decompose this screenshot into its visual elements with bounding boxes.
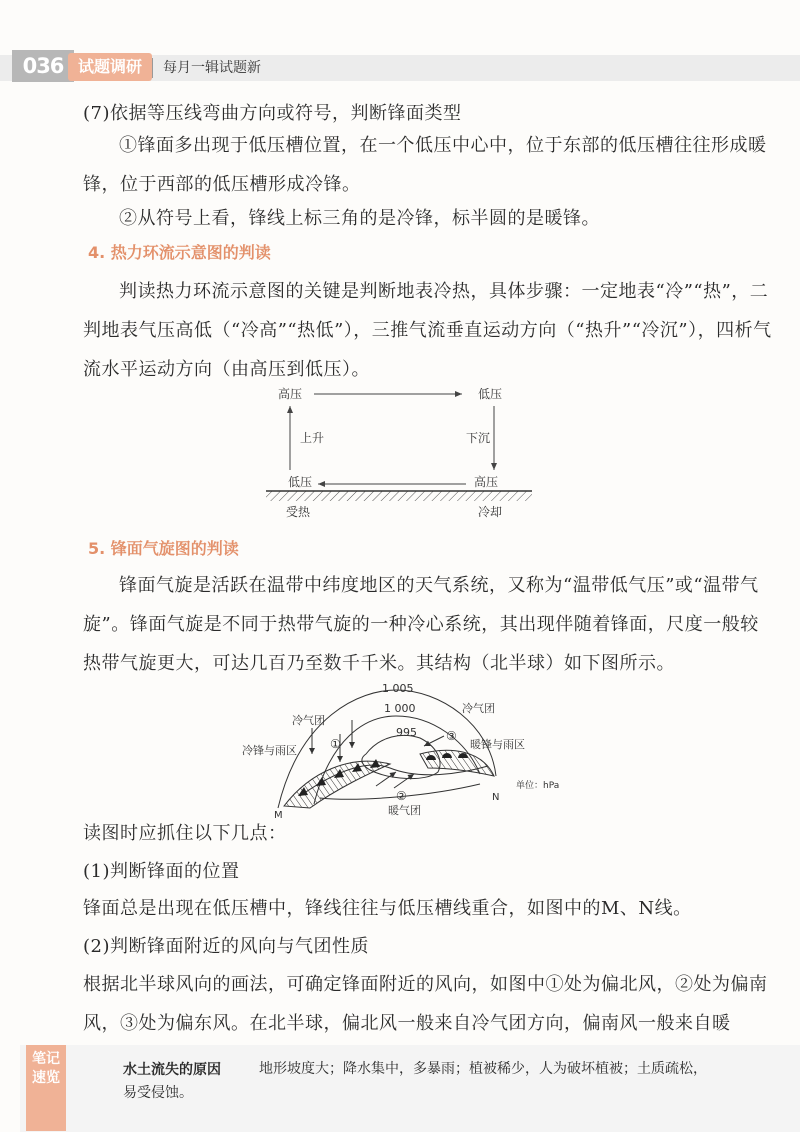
- label-sink: 下沉: [466, 431, 491, 445]
- label-circle-1: ①: [330, 737, 341, 751]
- label-circle-2: ②: [396, 789, 407, 803]
- section-tag: 试题调研: [68, 53, 152, 81]
- page-number: 036: [12, 50, 74, 82]
- label-top-right: 低压: [478, 387, 503, 401]
- paragraph: (2)判断锋面附近的风向与气团性质: [83, 936, 369, 957]
- header-divider: [152, 58, 153, 78]
- label-unit: 单位：hPa: [516, 781, 560, 791]
- ground-hatch: [266, 491, 532, 501]
- paragraph: (7)依据等压线弯曲方向或符号，判断锋面类型: [83, 103, 462, 124]
- paragraph: ①锋面多出现于低压槽位置，在一个低压中心中，位于东部的低压槽往往形成暖锋，位于西部的低压槽形成冷锋。: [83, 135, 767, 195]
- series-title: 每月一辑试题新: [163, 60, 261, 76]
- frontal-cyclone-diagram: [240, 676, 570, 820]
- label-top-left: 高压: [278, 387, 303, 401]
- label-heated: 受热: [286, 505, 311, 519]
- label-bottom-left: 低压: [288, 475, 313, 489]
- label-warm-air: 暖气团: [388, 804, 421, 817]
- label-1005: 1 005: [382, 682, 414, 695]
- note-text: 地形坡度大；降水集中，多暴雨；植被稀少，人为破坏植被；土质疏松，易受侵蚀。: [123, 1061, 707, 1101]
- paragraph: 读图时应抓住以下几点：: [83, 823, 287, 844]
- label-cold-air-left: 冷气团: [292, 714, 325, 727]
- wind-arrow: [394, 774, 414, 788]
- label-cold-air-right: 冷气团: [462, 702, 495, 715]
- thermal-circulation-diagram: [262, 382, 538, 524]
- paragraph: 锋面气旋是活跃在温带中纬度地区的天气系统，又称为“温带低气压”或“温带气旋”。锋面气旋是不同于热带气旋的一种冷心系统，其出现伴随着锋面，尺度一般较热带气旋更大，可达几百乃至数千千米。其结构（北半球）如下图所示。: [83, 575, 759, 674]
- page-header: [0, 0, 800, 90]
- note-title: 水土流失的原因: [123, 1062, 221, 1078]
- label-995: 995: [396, 726, 417, 739]
- label-n: N: [492, 792, 500, 803]
- cold-front-rain-zone: [284, 761, 390, 808]
- paragraph: 锋面总是出现在低压槽中，锋线往往与低压槽线重合，如图中的M、N线。: [83, 898, 692, 919]
- note-tab-label: 笔记速览: [32, 1051, 60, 1086]
- wind-arrow: [424, 736, 444, 746]
- section-heading: 5. 锋面气旋图的判读: [88, 539, 239, 558]
- label-m: M: [274, 810, 283, 820]
- label-warm-front-rain: 暖锋与雨区: [470, 738, 525, 751]
- label-bottom-right: 高压: [474, 475, 499, 489]
- paragraph: 判读热力环流示意图的关键是判断地表冷热，具体步骤：一定地表“冷”“热”，二判地表气压高低（“冷高”“热低”），三推气流垂直运动方向（“热升”“冷沉”），四析气流水平运动方向（由高压到低压）。: [83, 281, 772, 380]
- label-1000: 1 000: [384, 702, 416, 715]
- label-cooled: 冷却: [478, 505, 503, 519]
- warm-front-rain-zone: [420, 750, 494, 776]
- label-circle-3: ③: [446, 729, 457, 743]
- paragraph: ②从符号上看，锋线上标三角的是冷锋，标半圆的是暖锋。: [119, 208, 600, 229]
- section-heading: 4. 热力环流示意图的判读: [88, 243, 271, 262]
- label-cold-front-rain: 冷锋与雨区: [242, 744, 297, 757]
- paragraph: (1)判断锋面的位置: [83, 861, 240, 882]
- paragraph: 根据北半球风向的画法，可确定锋面附近的风向，如图中①处为偏北风，②处为偏南风，③处为偏东风。在北半球，偏北风一般来自冷气团方向，偏南风一般来自暖: [83, 974, 768, 1034]
- label-rise: 上升: [300, 431, 325, 445]
